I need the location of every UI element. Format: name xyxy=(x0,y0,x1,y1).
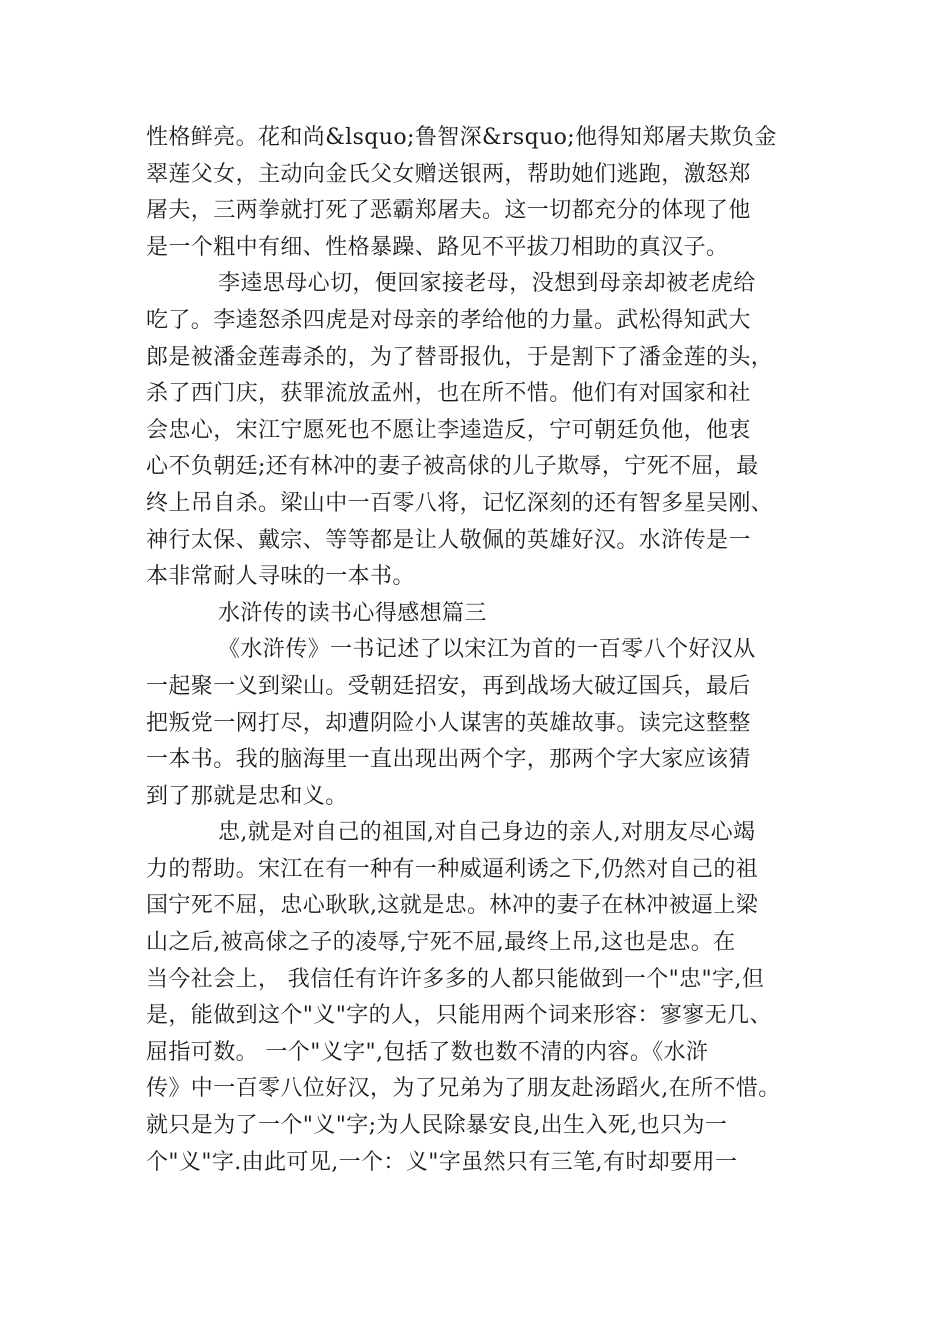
text-line: 郎是被潘金莲毒杀的，为了替哥报仇，于是割下了潘金莲的头， xyxy=(146,344,774,370)
text-line: 当今社会上， 我信任有许许多多的人都只能做到一个"忠"字,但 xyxy=(146,966,765,992)
text-line: 屠夫，三两拳就打死了恶霸郑屠夫。这一切都充分的体现了他 xyxy=(146,198,751,224)
text-line: 心不负朝廷;还有林冲的妻子被高俅的儿子欺辱，宁死不屈，最 xyxy=(146,454,759,480)
text-line: 性格鲜亮。花和尚&lsquo;鲁智深&rsquo;他得知郑屠夫欺负金 xyxy=(146,125,777,150)
text-line: 是一个粗中有细、性格暴躁、路见不平拔刀相助的真汉子。 xyxy=(146,234,729,260)
text-line: 一本书。我的脑海里一直出现出两个字，那两个字大家应该猜 xyxy=(146,747,751,773)
text-line: 把叛党一网打尽，却遭阴险小人谋害的英雄故事。读完这整整 xyxy=(146,710,751,736)
text-line: 一起聚一义到梁山。受朝廷招安，再到战场大破辽国兵，最后 xyxy=(146,673,751,699)
text-line: 水浒传的读书心得感想篇三 xyxy=(218,600,487,626)
text-line: 终上吊自杀。梁山中一百零八将，记忆深刻的还有智多星吴刚、 xyxy=(146,490,774,516)
text-line: 屈指可数。 一个"义字",包括了数也数不清的内容。《水浒 xyxy=(146,1039,709,1065)
text-line: 传》中一百零八位好汉，为了兄弟为了朋友赴汤蹈火,在所不惜。 xyxy=(146,1076,781,1102)
text-line: 山之后,被高俅之子的凌辱,宁死不屈,最终上吊,这也是忠。在 xyxy=(146,930,736,956)
text-line: 是，能做到这个"义"字的人，只能用两个词来形容：寥寥无几、 xyxy=(146,1003,772,1029)
text-line: 就只是为了一个"义"字;为人民除暴安良,出生入死,也只为一 xyxy=(146,1113,728,1139)
text-line: 吃了。李逵怒杀四虎是对母亲的孝给他的力量。武松得知武大 xyxy=(146,307,751,333)
text-line: 《水浒传》一书记述了以宋江为首的一百零八个好汉从 xyxy=(218,637,756,663)
text-line: 个"义"字.由此可见,一个：义"字虽然只有三笔,有时却要用一 xyxy=(146,1149,738,1175)
body-text xyxy=(146,120,826,1181)
text-line: 忠,就是对自己的祖国,对自己身边的亲人,对朋友尽心竭 xyxy=(218,820,756,846)
text-line: 国宁死不屈，忠心耿耿,这就是忠。林冲的妻子在林冲被逼上梁 xyxy=(146,893,759,919)
text-line: 神行太保、戴宗、等等都是让人敬佩的英雄好汉。水浒传是一 xyxy=(146,527,751,553)
text-line: 杀了西门庆，获罪流放孟州，也在所不惜。他们有对国家和社 xyxy=(146,381,751,407)
text-line: 翠莲父女，主动向金氏父女赠送银两，帮助她们逃跑，激怒郑 xyxy=(146,161,751,187)
text-line: 力的帮助。宋江在有一种有一种威逼利诱之下,仍然对自己的祖 xyxy=(146,856,759,882)
text-line: 会忠心，宋江宁愿死也不愿让李逵造反，宁可朝廷负他，他衷 xyxy=(146,417,751,443)
text-line: 到了那就是忠和义。 xyxy=(146,783,348,809)
text-line: 本非常耐人寻味的一本书。 xyxy=(146,564,415,590)
text-line: 李逵思母心切，便回家接老母，没想到母亲却被老虎给 xyxy=(218,271,756,297)
